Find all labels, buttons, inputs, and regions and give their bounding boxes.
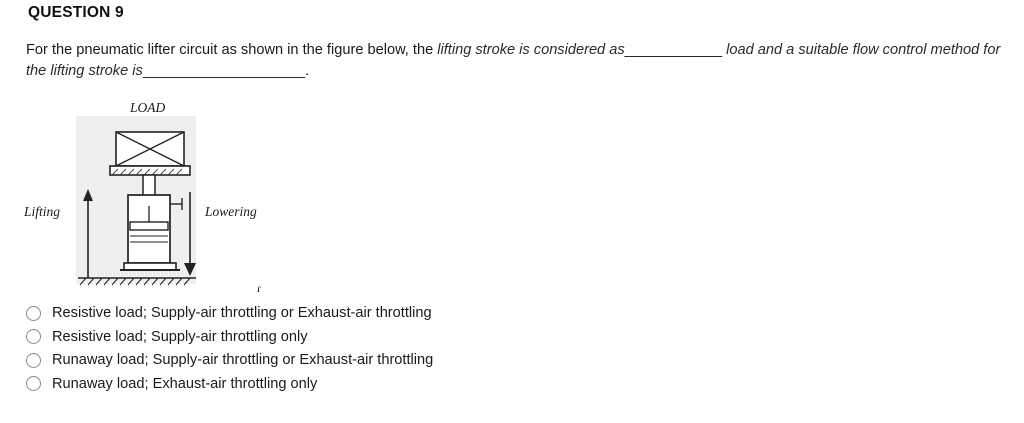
radio-button-icon-2[interactable] xyxy=(26,329,41,344)
option-label-3: Runaway load; Supply-air throttling or Exhaust-air throttling xyxy=(52,352,434,369)
question-blank-1: ____________ xyxy=(624,42,723,58)
question-text xyxy=(26,40,1001,82)
option-row-4[interactable] xyxy=(26,373,726,396)
pneumatic-lifter-figure xyxy=(20,96,320,301)
figure-label-lowering: Lowering xyxy=(205,204,257,219)
option-row-2[interactable] xyxy=(26,326,726,349)
question-emphasis-1: lifting stroke is considered as xyxy=(437,42,625,58)
option-row-1[interactable] xyxy=(26,302,726,325)
radio-button-icon-3[interactable] xyxy=(26,353,41,368)
question-emphasis-2: lifting stroke is xyxy=(50,63,143,80)
question-text-end: . xyxy=(305,63,310,80)
answer-options xyxy=(26,302,726,396)
option-label-1: Resistive load; Supply-air throttling or Exhaust-air throttling xyxy=(52,305,432,322)
radio-button-icon-1[interactable] xyxy=(26,306,41,321)
question-text-part1: For the pneumatic lifter circuit as shown in the figure below, the xyxy=(26,42,438,58)
radio-button-icon-4[interactable] xyxy=(26,376,41,391)
question-text-part2: load and a suitable flow control method for the xyxy=(26,42,1001,80)
option-label-2: Resistive load; Supply-air throttling only xyxy=(52,328,308,345)
figure-label-load: LOAD xyxy=(130,100,166,115)
lifter-diagram-svg xyxy=(20,96,320,301)
svg-text:ɾ: ɾ xyxy=(257,281,261,295)
option-row-3[interactable] xyxy=(26,349,726,372)
page-title: QUESTION 9 xyxy=(28,4,124,21)
question-blank-2: ____________________ xyxy=(142,63,306,80)
figure-label-lifting: Lifting xyxy=(24,204,61,219)
option-label-4: Runaway load; Exhaust-air throttling only xyxy=(52,375,318,392)
